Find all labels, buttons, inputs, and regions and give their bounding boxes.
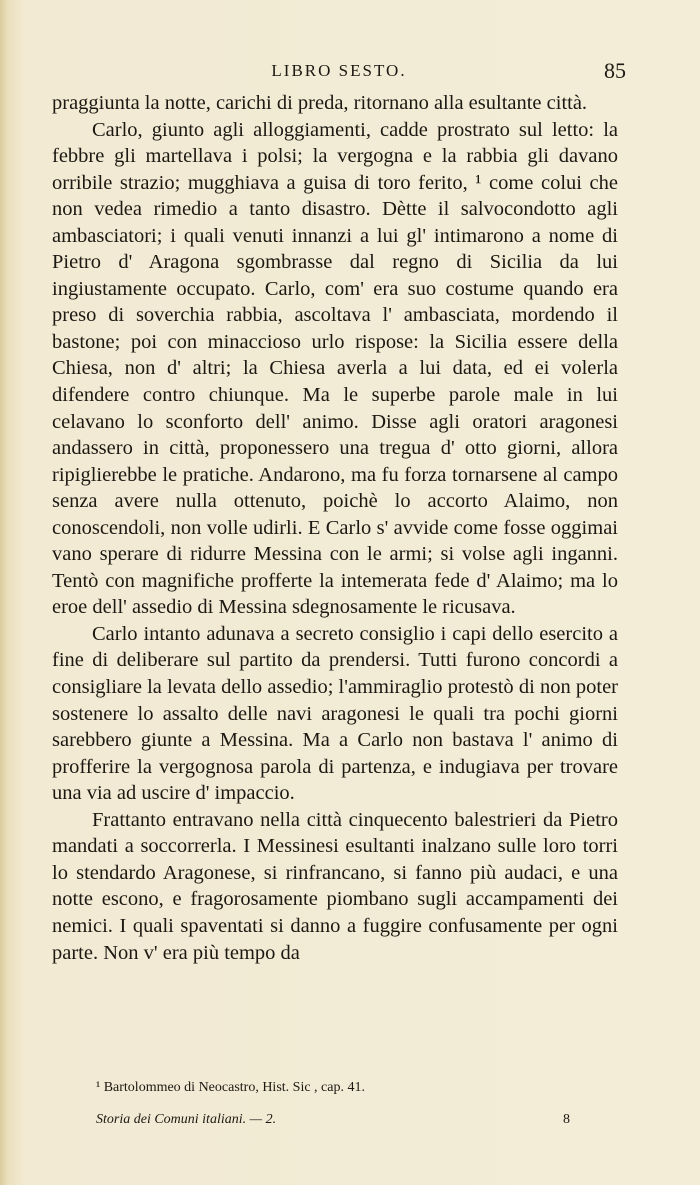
signature-mark: 8 — [563, 1112, 570, 1127]
running-head — [52, 58, 626, 84]
page-number: 85 — [604, 58, 626, 83]
series-title: Storia dei Comuni italiani. — 2. — [96, 1112, 277, 1127]
footnote: ¹ Bartolommeo di Neocastro, Hist. Sic , cap. 41. — [96, 1080, 365, 1095]
running-title: LIBRO SESTO. — [271, 61, 407, 80]
paragraph: Carlo, giunto agli alloggiamenti, cadde prostrato sul letto: la febbre gli martellava i polsi; la vergogna e la rabbia gli davano orribile strazio; mugghiava a guisa di toro ferito, ¹ come colui che non vedea rimedio a tanto disastro. Dètte il salvocondotto agli ambasciatori; i quali venuti innanzi a lui gl' intimarono a nome di Pietro d' Aragona sgombrasse dal regno di Sicilia da lui ingiustamente occupato. Carlo, com' era suo costume quando era preso di soverchia rabbia, ascoltava l' ambasciata, mordendo il bastone; poi con minaccioso urlo rispose: la Sicilia essere della Chiesa, non d' altri; la Chiesa averla a lui data, ed ei volerla difendere contro chiunque. Ma le superbe parole male in lui celavano lo sconforto dell' animo. Disse agli oratori aragonesi andassero in città, proponessero una tregua d' otto giorni, allora ripiglierebbe le pratiche. Andarono, ma fu forza tornarsene al campo senza avere nulla ottenuto, poichè lo accorto Alaimo, non conoscendoli, non volle udirli. E Carlo s' avvide come fosse oggimai vano sperare di ridurre Messina con le armi; si volse agli inganni. Tentò con magnifiche profferte la intemerata fede d' Alaimo; ma lo eroe dell' assedio di Messina sdegnosamente le ricusava. — [52, 118, 618, 619]
page-footer — [96, 1112, 616, 1132]
paragraph-continued: praggiunta la notte, carichi di preda, ritornano alla esultante città. — [52, 92, 588, 114]
paragraph: Frattanto entravano nella città cinquecento balestrieri da Pietro mandati a soccorrerla. I Messinesi esultanti inalzano sulle loro torri lo stendardo Aragonese, si rinfrancano, si fanno più audaci, e una notte escono, e fragorosamente piombano sugli accampamenti dei nemici. I quali spaventati si danno a fuggire confusamente per ogni parte. Non v' era più tempo da — [52, 808, 618, 964]
body-text — [52, 90, 618, 966]
paragraph: Carlo intanto adunava a secreto consiglio i capi dello esercito a fine di deliberare sul partito da prendersi. Tutti furono concordi a consigliare la levata dello assedio; l'ammiraglio protestò di non poter sostenere lo assalto delle navi aragonesi le quali tra pochi giorni sarebbero giunte a Messina. Ma a Carlo non bastava l' animo di profferire la vergognosa parola di partenza, e indugiava per trovare una via ad uscire d' impaccio. — [52, 622, 618, 805]
